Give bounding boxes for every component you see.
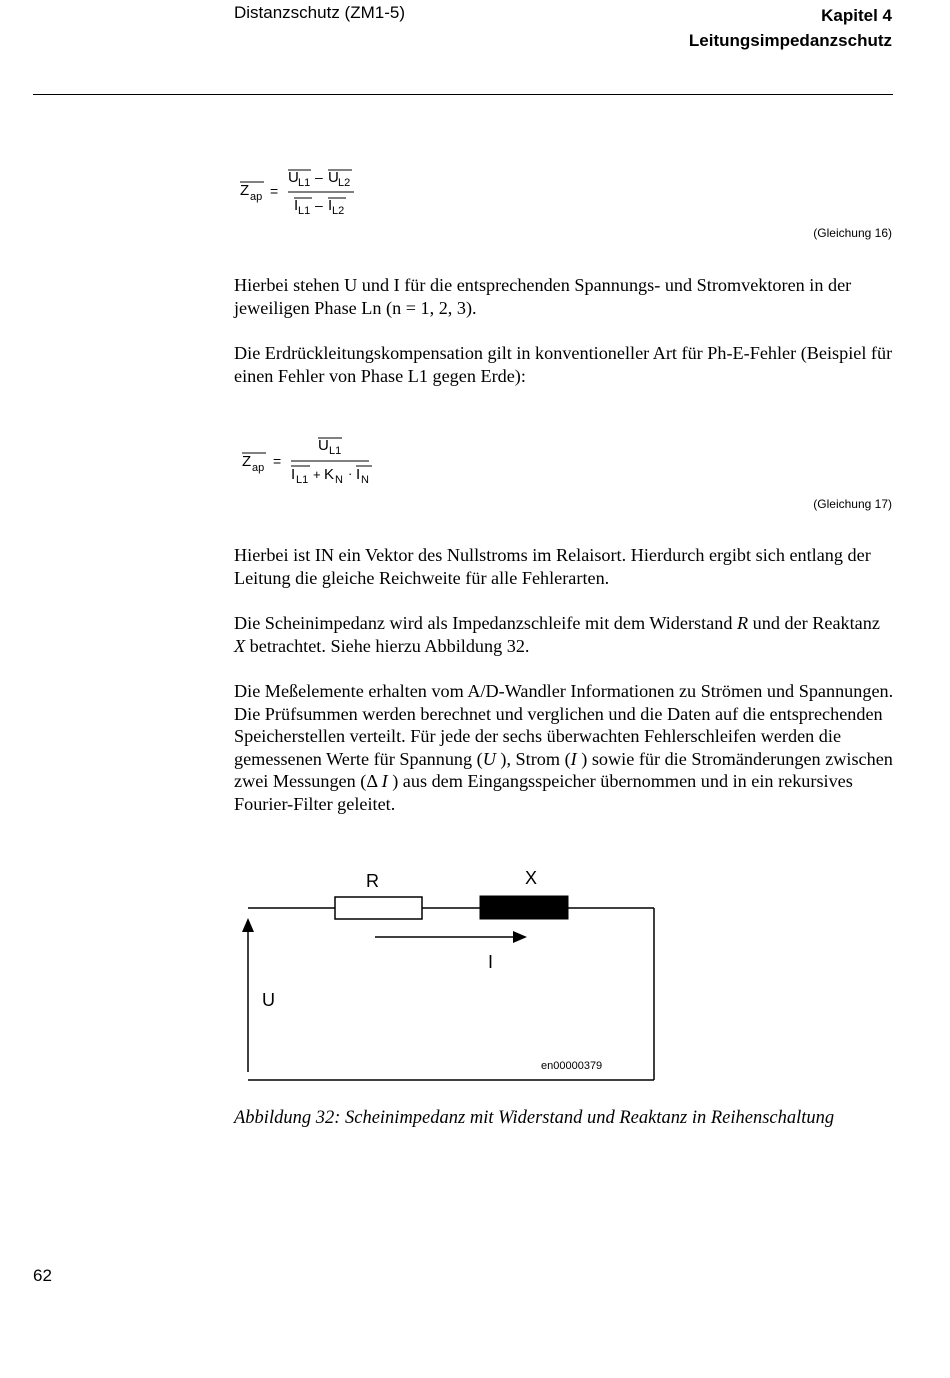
eq16-num-a-sub: L1 bbox=[298, 177, 311, 189]
eq16-den-b: I bbox=[328, 197, 333, 214]
paragraph-phase-vectors bbox=[234, 274, 894, 319]
eq17-den-b-sub: N bbox=[361, 474, 369, 486]
paragraph-impedance-loop-part3: betrachtet. Siehe hierzu Abbildung 32. bbox=[245, 635, 530, 656]
symbol-delta-i: I bbox=[381, 771, 388, 791]
label-resistance: R bbox=[366, 871, 379, 891]
paragraph-impedance-loop-text bbox=[234, 612, 894, 657]
paragraph-phase-vectors-text: Hierbei stehen U und I für die entsprechenden Spannungs- und Stromvektoren in der jeweiligen Phase Ln (n = 1, 2, 3). bbox=[234, 275, 852, 318]
paragraph-measuring-elements bbox=[234, 680, 894, 815]
eq16-equals: = bbox=[270, 183, 279, 199]
paragraph-zero-current bbox=[234, 544, 894, 589]
eq17-den-plus: + bbox=[313, 467, 321, 482]
eq17-num: U bbox=[318, 437, 329, 454]
resistor-symbol bbox=[335, 897, 422, 919]
eq16-den-b-sub: L2 bbox=[332, 205, 345, 217]
eq16-lhs: Z bbox=[240, 182, 250, 199]
eq17-den-a: I bbox=[291, 466, 296, 483]
figure-identifier: en00000379 bbox=[541, 1060, 603, 1072]
paragraph-measuring-part2: ), Strom ( bbox=[495, 748, 571, 769]
eq17-den-k: K bbox=[324, 466, 335, 483]
header-chapter: Kapitel 4 bbox=[821, 6, 892, 25]
symbol-i: I bbox=[570, 748, 577, 769]
equation-16-reference: (Gleichung 16) bbox=[813, 226, 892, 240]
header-document-title: Distanzschutz (ZM1-5) bbox=[234, 3, 405, 22]
eq16-num-a: U bbox=[288, 169, 299, 186]
eq16-den-minus: – bbox=[315, 197, 323, 213]
reactance-symbol bbox=[480, 896, 568, 919]
eq17-den-a-sub: L1 bbox=[296, 474, 309, 486]
symbol-x: X bbox=[234, 635, 246, 656]
paragraph-impedance-loop bbox=[234, 612, 894, 657]
eq16-num-b-sub: L2 bbox=[338, 177, 351, 189]
eq17-den-k-sub: N bbox=[335, 474, 343, 486]
eq16-den-a-sub: L1 bbox=[298, 205, 311, 217]
header-rule bbox=[33, 94, 893, 95]
paragraph-zero-current-text: Hierbei ist IN ein Vektor des Nullstroms im Relaisort. Hierdurch ergibt sich entlang der Leitung die gleiche Reichweite für alle Fehlerarten. bbox=[234, 545, 871, 588]
equation-17-reference: (Gleichung 17) bbox=[813, 497, 892, 511]
eq16-den-a: I bbox=[294, 197, 299, 214]
paragraph-measuring-part1: Die Meßelemente erhalten vom A/D-Wandler Informationen zu Strömen und Spannungen. Die Prüfsummen werden berechnet und verglichen und die Daten auf die entsprechenden Speicherstellen verteilt. Für jede der sechs überwachten Fehlerschleifen werden die gemessenen Werte für Spannung ( bbox=[234, 681, 894, 769]
eq16-num-minus: – bbox=[315, 169, 323, 185]
page-number: 62 bbox=[33, 1266, 52, 1285]
eq17-lhs-sub: ap bbox=[252, 462, 265, 474]
header-section: Leitungsimpedanzschutz bbox=[688, 31, 892, 50]
symbol-u: U bbox=[482, 748, 496, 769]
figure-caption: Abbildung 32: Scheinimpedanz mit Widerstand und Reaktanz in Reihenschaltung bbox=[234, 1108, 835, 1128]
voltage-arrowhead bbox=[242, 918, 254, 932]
label-voltage: U bbox=[262, 990, 275, 1010]
paragraph-measuring-part4: ) aus dem Eingangsspeicher übernommen und in ein rekursives Fourier-Filter geleitet. bbox=[234, 771, 853, 814]
paragraph-measuring-part3: ) sowie für die Stromänderungen zwischen zwei Messungen (Δ bbox=[234, 748, 893, 791]
eq17-lhs: Z bbox=[242, 453, 252, 470]
eq17-den-b: I bbox=[356, 466, 361, 483]
eq16-lhs-sub: ap bbox=[250, 191, 263, 203]
symbol-r: R bbox=[736, 613, 749, 633]
label-current: I bbox=[488, 952, 494, 972]
header-chapter-block bbox=[689, 3, 892, 53]
label-reactance: X bbox=[525, 868, 538, 888]
paragraph-earth-compensation-text: Die Erdrückleitungskompensation gilt in konventioneller Art für Ph-E-Fehler (Beispiel für einen Fehler von Phase L1 gegen Erde): bbox=[234, 343, 893, 386]
eq16-num-b: U bbox=[328, 169, 339, 186]
equation-17 bbox=[234, 434, 384, 494]
paragraph-impedance-loop-part2: und der Reaktanz bbox=[748, 613, 880, 633]
eq17-den-dot: · bbox=[348, 466, 353, 481]
eq17-num-sub: L1 bbox=[329, 445, 342, 457]
equation-16 bbox=[234, 165, 374, 225]
paragraph-impedance-loop-part1: Die Scheinimpedanz wird als Impedanzschleife mit dem Widerstand bbox=[234, 613, 737, 633]
paragraph-measuring-elements-text bbox=[234, 680, 894, 815]
eq17-equals: = bbox=[273, 453, 282, 469]
circuit-diagram bbox=[230, 860, 670, 1090]
current-arrowhead bbox=[513, 931, 527, 943]
paragraph-earth-compensation bbox=[234, 342, 894, 387]
